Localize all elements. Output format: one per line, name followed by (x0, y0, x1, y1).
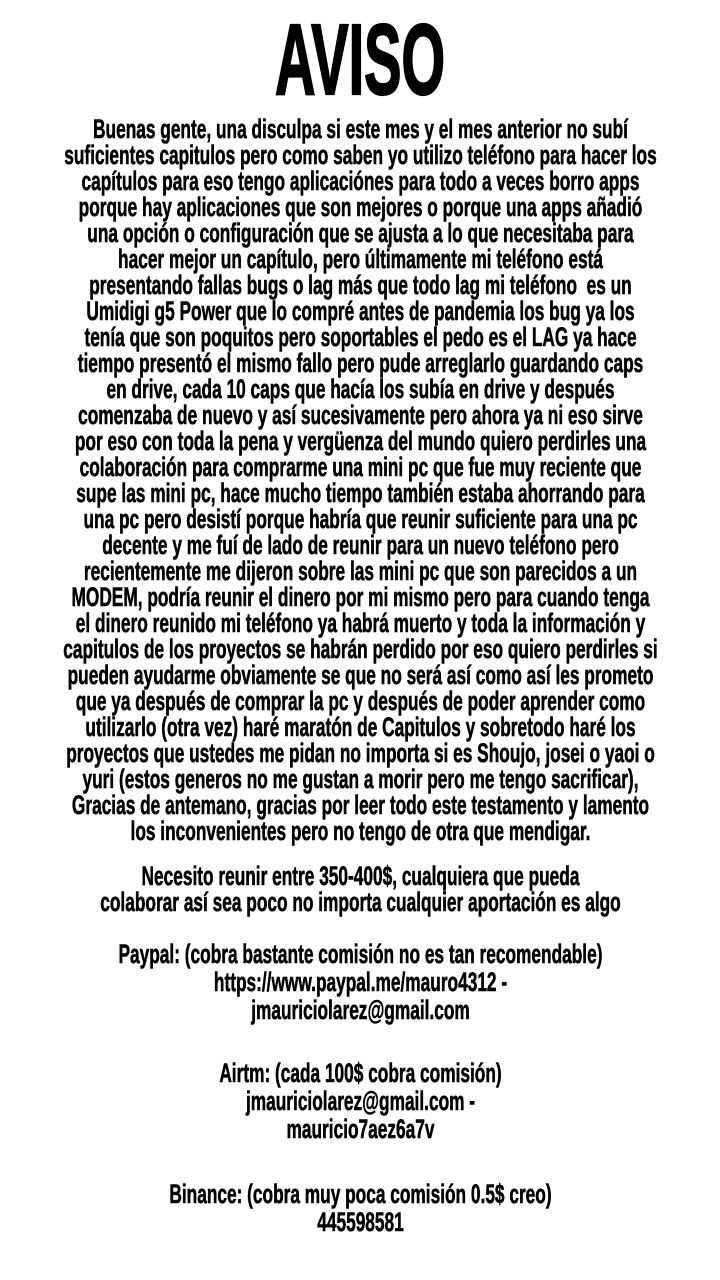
text-line: Necesito reunir entre 350-400$, cualquiera que pueda (141, 861, 580, 891)
text-line: Gracias de antemano, gracias por leer todo este testamento y lamento (71, 790, 650, 820)
text-line: colaborar así sea poco no importa cualquier aportación es algo (100, 887, 621, 917)
text-line: decente y me fuí de lado de reunir para un nuevo teléfono pero (102, 530, 619, 560)
binance-section (1, 1180, 720, 1236)
text-line: por eso con toda la pena y vergüenza del mundo quiero perdirles una (74, 426, 647, 456)
text-line: capitulos de los proyectos se habrán perdido por eso quiero perdirles si (63, 634, 658, 664)
donation-request-paragraph (1, 863, 720, 915)
text-line: una opción o configuración que se ajusta a lo que necesitaba para (87, 218, 634, 248)
text-line: 445598581 (317, 1207, 404, 1237)
text-line: el dinero reunido mi teléfono ya habrá muerto y toda la información y (75, 608, 646, 638)
text-line: los inconvenientes pero no tengo de otra que mendigar. (130, 816, 591, 846)
text-line: jmauriciolarez@gmail.com (251, 995, 470, 1025)
text-line: porque hay aplicaciones que son mejores o porque una apps añadió (78, 192, 643, 222)
text-line: pueden ayudarme obviamente se que no será así como así les prometo (67, 660, 654, 690)
text-line: supe las mini pc, hace mucho tiempo también estaba ahorrando para (76, 478, 645, 508)
text-line: Paypal: (cobra bastante comisión no es tan recomendable) (118, 939, 603, 969)
notice-content (1, 116, 720, 1236)
paypal-section (1, 940, 720, 1024)
text-line: suficientes capitulos pero como saben yo utilizo teléfono para hacer los (64, 140, 657, 170)
text-line: tenía que son poquitos pero soportables el pedo es el LAG ya hace (84, 322, 637, 352)
text-line: una pc pero desistí porque habría que reunir suficiente para una pc (83, 504, 638, 534)
text-line: capítulos para eso tengo aplicaciónes para todo a veces borro apps (81, 166, 640, 196)
text-line: Binance: (cobra muy poca comisión 0.5$ creo) (169, 1179, 552, 1209)
notice-body-paragraph (1, 116, 720, 844)
text-line: hacer mejor un capítulo, pero últimamente mi teléfono está (118, 244, 603, 274)
airtm-section (1, 1059, 720, 1143)
text-line: mauricio7aez6a7v (286, 1114, 435, 1144)
text-line: yuri (estos generos no me gustan a morir pero me tengo sacrificar), (82, 764, 639, 794)
text-line: Umidigi g5 Power que lo compré antes de pandemia los bug ya los (86, 296, 635, 326)
text-line: utilizarlo (otra vez) haré maratón de Capitulos y sobretodo haré los (85, 712, 636, 742)
text-line: https://www.paypal.me/mauro4312 - (213, 967, 508, 997)
page-title: AVISO (274, 4, 446, 116)
text-line: Buenas gente, una disculpa si este mes y el mes anterior no subí (93, 114, 628, 144)
text-line: que ya después de comprar la pc y después de poder aprender como (75, 686, 646, 716)
text-line: comenzaba de nuevo y así sucesivamente pero ahora ya ni eso sirve (78, 400, 643, 430)
text-line: MODEM, podría reunir el dinero por mi mismo pero para cuando tenga (71, 582, 650, 612)
text-line: Airtm: (cada 100$ cobra comisión) (219, 1058, 502, 1088)
text-line: colaboración para comprarme una mini pc que fue muy reciente que (79, 452, 642, 482)
text-line: recientemente me dijeron sobre las mini pc que son parecidos a un (83, 556, 638, 586)
text-line: presentando fallas bugs o lag más que todo lag mi teléfono es un (89, 270, 632, 300)
text-line: proyectos que ustedes me pidan no importa si es Shoujo, josei o yaoi o (66, 738, 655, 768)
text-line: tiempo presentó el mismo fallo pero pude arreglarlo guardando caps (77, 348, 644, 378)
text-line: en drive, cada 10 caps que hacía los subía en drive y después (106, 374, 615, 404)
text-line: jmauriciolarez@gmail.com - (245, 1086, 476, 1116)
